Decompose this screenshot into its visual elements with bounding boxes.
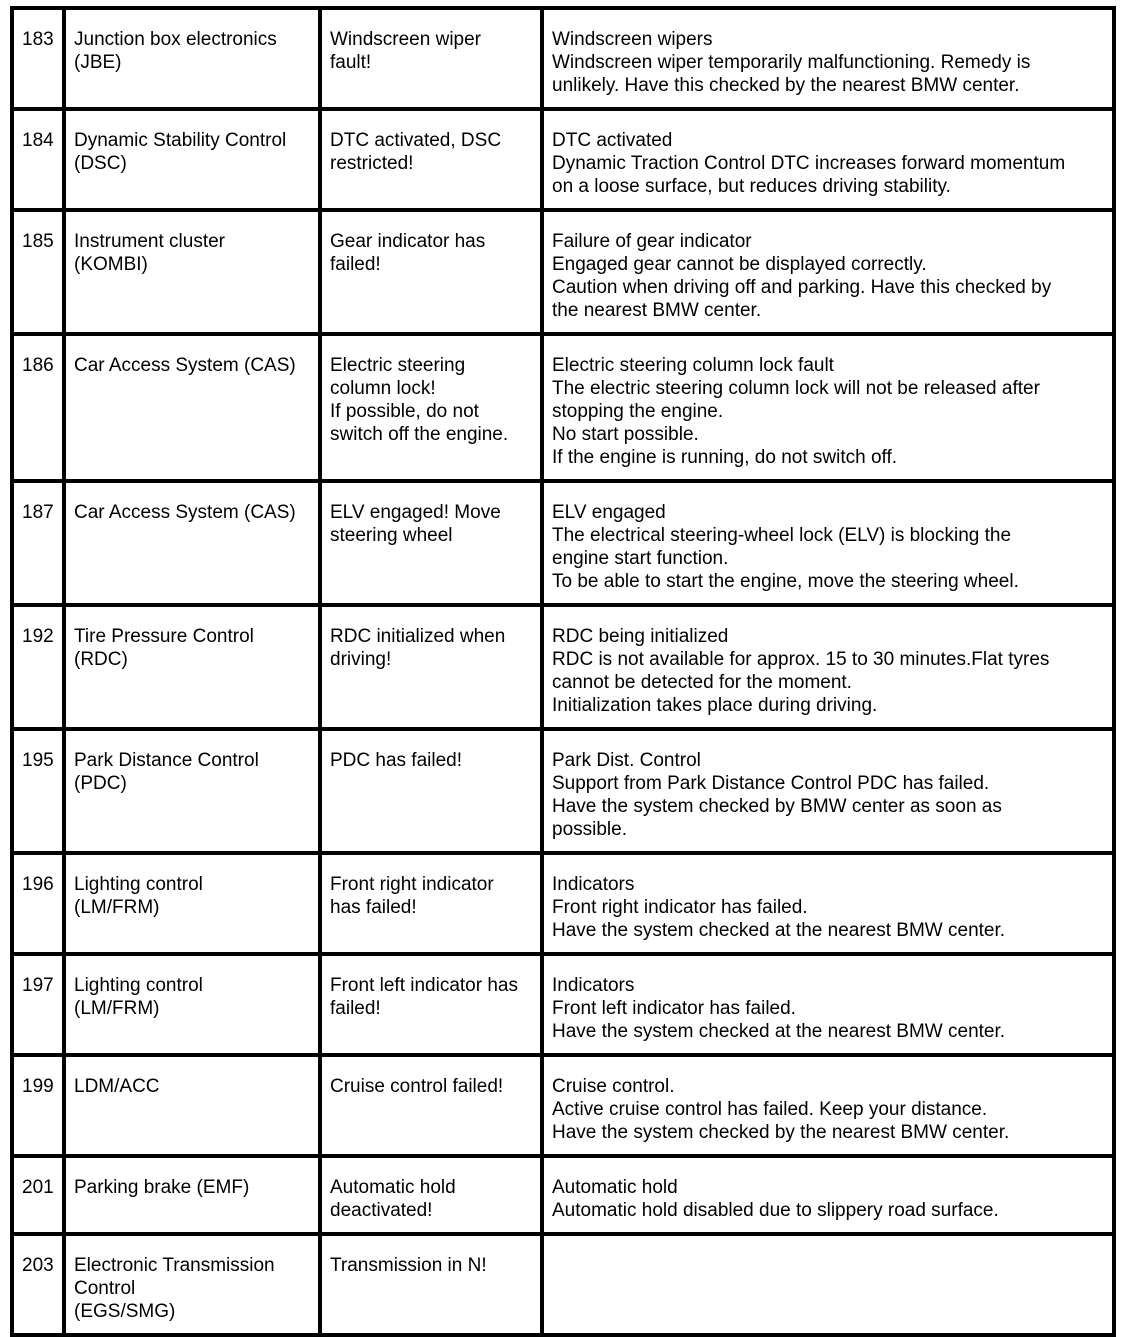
description-cell: Cruise control. Active cruise control has failed. Keep your distance. Have the system checked by the nearest BMW center.	[542, 1055, 1114, 1156]
code-cell: 196	[12, 853, 64, 954]
message-cell: Front left indicator has failed!	[320, 954, 542, 1055]
table-row	[12, 853, 1114, 954]
description-cell: Park Dist. Control Support from Park Distance Control PDC has failed. Have the system checked by BMW center as soon as possible.	[542, 729, 1114, 853]
message-cell: Front right indicator has failed!	[320, 853, 542, 954]
message-cell: RDC initialized when driving!	[320, 605, 542, 729]
message-cell: Gear indicator has failed!	[320, 210, 542, 334]
code-cell: 199	[12, 1055, 64, 1156]
code-cell: 197	[12, 954, 64, 1055]
code-cell: 187	[12, 481, 64, 605]
table-row	[12, 210, 1114, 334]
message-cell: Electric steering column lock! If possible, do not switch off the engine.	[320, 334, 542, 481]
table-row	[12, 109, 1114, 210]
description-cell: Windscreen wipers Windscreen wiper temporarily malfunctioning. Remedy is unlikely. Have this checked by the nearest BMW center.	[542, 8, 1114, 109]
code-cell: 195	[12, 729, 64, 853]
message-cell: Automatic hold deactivated!	[320, 1156, 542, 1234]
control-unit-cell: Instrument cluster (KOMBI)	[64, 210, 320, 334]
message-cell: Cruise control failed!	[320, 1055, 542, 1156]
table-row	[12, 1156, 1114, 1234]
table-row	[12, 1234, 1114, 1335]
message-cell: Windscreen wiper fault!	[320, 8, 542, 109]
description-cell: ELV engaged The electrical steering-wheel lock (ELV) is blocking the engine start function. To be able to start the engine, move the steering wheel.	[542, 481, 1114, 605]
control-unit-cell: Car Access System (CAS)	[64, 334, 320, 481]
description-cell: Failure of gear indicator Engaged gear cannot be displayed correctly. Caution when driving off and parking. Have this checked by the nearest BMW center.	[542, 210, 1114, 334]
message-cell: Transmission in N!	[320, 1234, 542, 1335]
table-row	[12, 481, 1114, 605]
message-cell: PDC has failed!	[320, 729, 542, 853]
control-unit-cell: Junction box electronics (JBE)	[64, 8, 320, 109]
code-cell: 201	[12, 1156, 64, 1234]
check-control-table	[10, 6, 1116, 1337]
table-row	[12, 8, 1114, 109]
description-cell: Indicators Front left indicator has failed. Have the system checked at the nearest BMW center.	[542, 954, 1114, 1055]
control-unit-cell: Lighting control (LM/FRM)	[64, 954, 320, 1055]
control-unit-cell: LDM/ACC	[64, 1055, 320, 1156]
control-unit-cell: Lighting control (LM/FRM)	[64, 853, 320, 954]
description-cell: DTC activated Dynamic Traction Control DTC increases forward momentum on a loose surface, but reduces driving stability.	[542, 109, 1114, 210]
description-cell: Indicators Front right indicator has failed. Have the system checked at the nearest BMW center.	[542, 853, 1114, 954]
control-unit-cell: Tire Pressure Control (RDC)	[64, 605, 320, 729]
table-row	[12, 954, 1114, 1055]
table-row	[12, 605, 1114, 729]
table-row	[12, 1055, 1114, 1156]
message-cell: ELV engaged! Move steering wheel	[320, 481, 542, 605]
table-row	[12, 334, 1114, 481]
code-cell: 192	[12, 605, 64, 729]
description-cell: RDC being initialized RDC is not available for approx. 15 to 30 minutes.Flat tyres cannot be detected for the moment. Initialization takes place during driving.	[542, 605, 1114, 729]
code-cell: 183	[12, 8, 64, 109]
table-body	[12, 8, 1114, 1335]
message-cell: DTC activated, DSC restricted!	[320, 109, 542, 210]
code-cell: 184	[12, 109, 64, 210]
control-unit-cell: Electronic Transmission Control (EGS/SMG)	[64, 1234, 320, 1335]
code-cell: 203	[12, 1234, 64, 1335]
control-unit-cell: Parking brake (EMF)	[64, 1156, 320, 1234]
code-cell: 185	[12, 210, 64, 334]
description-cell	[542, 1234, 1114, 1335]
description-cell: Automatic hold Automatic hold disabled due to slippery road surface.	[542, 1156, 1114, 1234]
description-cell: Electric steering column lock fault The electric steering column lock will not be released after stopping the engine. No start possible. If the engine is running, do not switch off.	[542, 334, 1114, 481]
table-row	[12, 729, 1114, 853]
control-unit-cell: Dynamic Stability Control (DSC)	[64, 109, 320, 210]
control-unit-cell: Car Access System (CAS)	[64, 481, 320, 605]
code-cell: 186	[12, 334, 64, 481]
control-unit-cell: Park Distance Control (PDC)	[64, 729, 320, 853]
